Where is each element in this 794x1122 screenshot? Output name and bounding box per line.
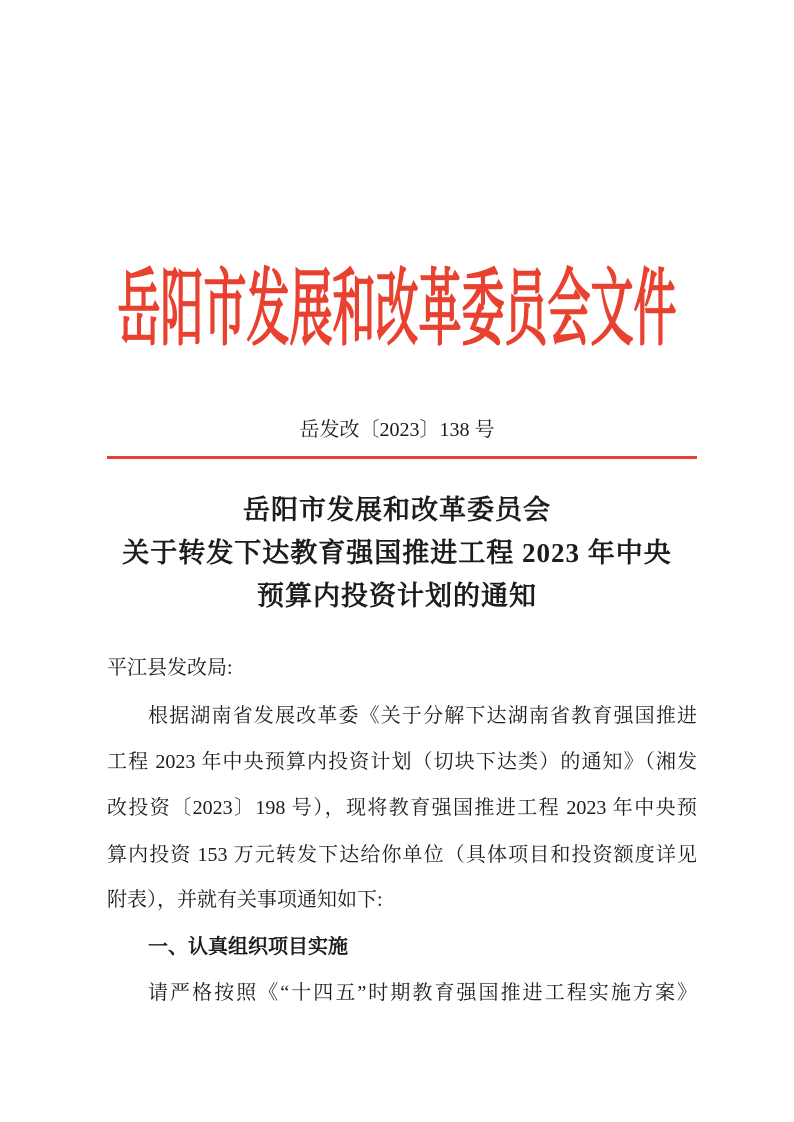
recipient-line: 平江县发改局: — [107, 657, 233, 679]
body-paragraph-line: 算内投资 153 万元转发下达给你单位（具体项目和投资额度详见 — [107, 844, 697, 866]
document-title-line: 岳阳市发展和改革委员会 — [243, 495, 551, 525]
body-paragraph-line: 请严格按照《“十四五”时期教育强国推进工程实施方案》 — [148, 982, 697, 1004]
body-paragraph-line: 附表），并就有关事项通知如下: — [107, 889, 383, 911]
document-title-line: 预算内投资计划的通知 — [257, 581, 537, 611]
document-title-line: 关于转发下达教育强国推进工程 2023 年中央 — [122, 538, 672, 568]
document-number: 岳发改〔2023〕138 号 — [299, 419, 495, 441]
body-paragraph-line: 根据湖南省发展改革委《关于分解下达湖南省教育强国推进 — [148, 705, 697, 727]
section-heading: 一、认真组织项目实施 — [148, 934, 348, 958]
issuer-header-title: 岳阳市发展和改革委员会文件 — [117, 265, 677, 357]
body-paragraph-line: 改投资〔2023〕198 号），现将教育强国推进工程 2023 年中央预 — [107, 797, 697, 819]
body-paragraph-line: 工程 2023 年中央预算内投资计划（切块下达类）的通知》（湘发 — [107, 751, 697, 773]
red-separator-line — [107, 456, 697, 459]
